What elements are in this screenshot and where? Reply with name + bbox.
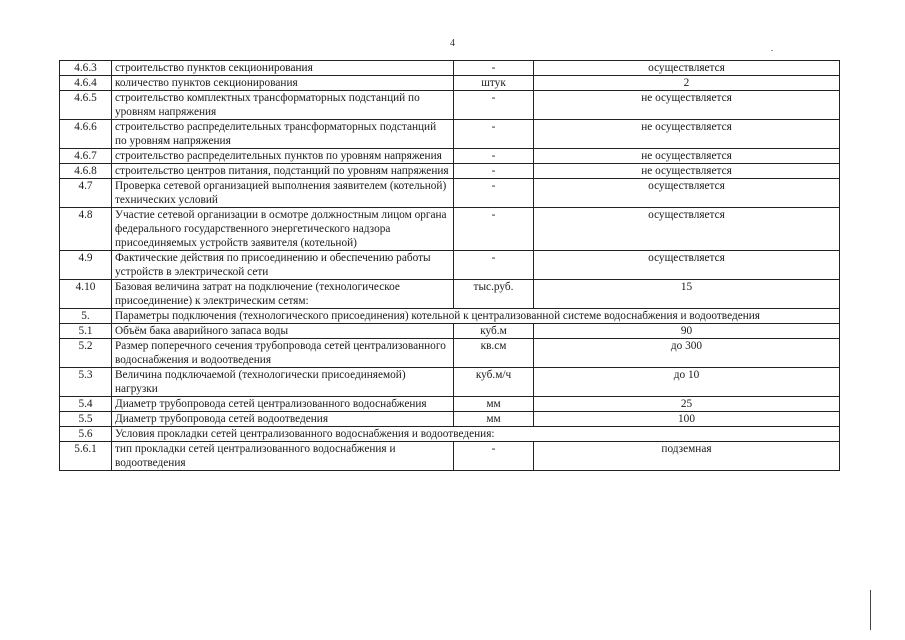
page-number: 4 xyxy=(450,38,455,49)
row-value: осуществляется xyxy=(534,61,840,76)
row-unit: мм xyxy=(454,412,534,427)
row-parameter: строительство центров питания, подстанций по уровням напряжения xyxy=(112,164,454,179)
parameters-table xyxy=(59,60,840,471)
row-parameter: Участие сетевой организации в осмотре должностным лицом органа федерального государственного энергетического надзора присоединяемых устройств заявителя (котельной) xyxy=(112,208,454,251)
row-parameter: строительство распределительных пунктов по уровням напряжения xyxy=(112,149,454,164)
table-row xyxy=(60,251,840,280)
row-value: осуществляется xyxy=(534,208,840,251)
row-value: осуществляется xyxy=(534,251,840,280)
row-parameter: тип прокладки сетей централизованного водоснабжения и водоотведения xyxy=(112,442,454,471)
row-number: 4.8 xyxy=(60,208,112,251)
row-parameter: Фактические действия по присоединению и обеспечению работы устройств в электрической сети xyxy=(112,251,454,280)
row-parameter: строительство комплектных трансформаторных подстанций по уровням напряжения xyxy=(112,91,454,120)
table-row xyxy=(60,442,840,471)
row-unit: тыс.руб. xyxy=(454,280,534,309)
table-row xyxy=(60,179,840,208)
row-value: 100 xyxy=(534,412,840,427)
row-number: 5.5 xyxy=(60,412,112,427)
row-number: 4.6.5 xyxy=(60,91,112,120)
row-value: до 10 xyxy=(534,368,840,397)
row-number: 5.2 xyxy=(60,339,112,368)
row-parameter: Проверка сетевой организацией выполнения заявителем (котельной) технических условий xyxy=(112,179,454,208)
row-number: 5. xyxy=(60,309,112,324)
row-unit: - xyxy=(454,149,534,164)
row-value: не осуществляется xyxy=(534,120,840,149)
row-value: до 300 xyxy=(534,339,840,368)
row-number: 4.7 xyxy=(60,179,112,208)
row-unit: мм xyxy=(454,397,534,412)
row-parameter: Диаметр трубопровода сетей централизованного водоснабжения xyxy=(112,397,454,412)
row-parameter: количество пунктов секционирования xyxy=(112,76,454,91)
row-number: 4.6.8 xyxy=(60,164,112,179)
table-row xyxy=(60,61,840,76)
table-row xyxy=(60,427,840,442)
row-unit: - xyxy=(454,120,534,149)
row-unit: - xyxy=(454,91,534,120)
row-value: не осуществляется xyxy=(534,164,840,179)
table-row xyxy=(60,324,840,339)
row-number: 5.3 xyxy=(60,368,112,397)
row-parameter: Объём бака аварийного запаса воды xyxy=(112,324,454,339)
row-number: 4.6.7 xyxy=(60,149,112,164)
table-row xyxy=(60,368,840,397)
row-unit: кв.см xyxy=(454,339,534,368)
table-row xyxy=(60,397,840,412)
row-value: не осуществляется xyxy=(534,91,840,120)
row-parameter: строительство пунктов секционирования xyxy=(112,61,454,76)
row-number: 5.4 xyxy=(60,397,112,412)
row-parameter: Параметры подключения (технологического присоединения) котельной к централизованной системе водоснабжения и водоотведения xyxy=(112,309,840,324)
row-value: 15 xyxy=(534,280,840,309)
row-unit: штук xyxy=(454,76,534,91)
row-parameter: строительство распределительных трансформаторных подстанций по уровням напряжения xyxy=(112,120,454,149)
row-number: 4.9 xyxy=(60,251,112,280)
row-parameter: Величина подключаемой (технологически присоединяемой) нагрузки xyxy=(112,368,454,397)
row-parameter: Условия прокладки сетей централизованного водоснабжения и водоотведения: xyxy=(112,427,840,442)
row-number: 4.6.3 xyxy=(60,61,112,76)
table-row xyxy=(60,149,840,164)
row-parameter: Диаметр трубопровода сетей водоотведения xyxy=(112,412,454,427)
row-value: не осуществляется xyxy=(534,149,840,164)
row-unit: - xyxy=(454,61,534,76)
row-number: 4.10 xyxy=(60,280,112,309)
row-value: подземная xyxy=(534,442,840,471)
row-unit: - xyxy=(454,164,534,179)
table-row xyxy=(60,339,840,368)
table-row xyxy=(60,76,840,91)
row-unit: - xyxy=(454,251,534,280)
table-row xyxy=(60,164,840,179)
row-value: осуществляется xyxy=(534,179,840,208)
table-body xyxy=(60,61,840,471)
row-number: 5.6 xyxy=(60,427,112,442)
row-number: 4.6.6 xyxy=(60,120,112,149)
table-row xyxy=(60,91,840,120)
row-unit: куб.м xyxy=(454,324,534,339)
row-value: 25 xyxy=(534,397,840,412)
table-row xyxy=(60,208,840,251)
scan-mark xyxy=(771,50,773,51)
table-row xyxy=(60,120,840,149)
row-unit: - xyxy=(454,442,534,471)
table-row xyxy=(60,280,840,309)
row-parameter: Базовая величина затрат на подключение (технологическое присоединение) к электрическим сетям: xyxy=(112,280,454,309)
row-value: 2 xyxy=(534,76,840,91)
scan-mark xyxy=(870,590,871,630)
row-number: 5.6.1 xyxy=(60,442,112,471)
row-number: 4.6.4 xyxy=(60,76,112,91)
table-row xyxy=(60,309,840,324)
row-unit: куб.м/ч xyxy=(454,368,534,397)
row-unit: - xyxy=(454,179,534,208)
row-number: 5.1 xyxy=(60,324,112,339)
row-unit: - xyxy=(454,208,534,251)
row-value: 90 xyxy=(534,324,840,339)
row-parameter: Размер поперечного сечения трубопровода сетей централизованного водоснабжения и водоотведения xyxy=(112,339,454,368)
table-row xyxy=(60,412,840,427)
